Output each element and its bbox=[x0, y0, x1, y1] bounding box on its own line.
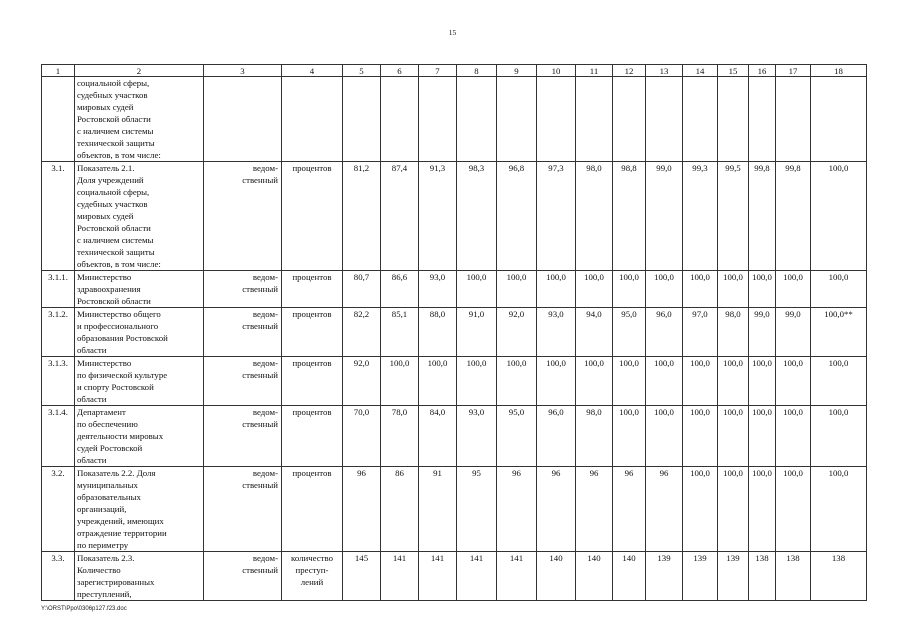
column-number: 6 bbox=[381, 65, 419, 77]
year-value: 100,0 bbox=[718, 406, 749, 467]
year-value: 141 bbox=[381, 552, 419, 601]
year-value: 100,0 bbox=[749, 467, 776, 552]
year-value: 139 bbox=[718, 552, 749, 601]
year-value: 82,2 bbox=[343, 308, 381, 357]
unit-of-measure: процентов bbox=[282, 406, 343, 467]
year-value: 96,8 bbox=[497, 162, 537, 271]
table-row bbox=[42, 357, 867, 406]
table-row bbox=[42, 271, 867, 308]
year-value: 100,0 bbox=[718, 271, 749, 308]
indicator-name: Показатель 2.2. Доля муниципальных образовательных организаций, учреждений, имеющих отраждение территории по периметру bbox=[75, 467, 204, 552]
indicators-table bbox=[41, 64, 867, 601]
year-value: 100,0 bbox=[613, 406, 646, 467]
year-value: 100,0 bbox=[776, 467, 811, 552]
column-number: 9 bbox=[497, 65, 537, 77]
year-value: 91,0 bbox=[457, 308, 497, 357]
year-value: 96 bbox=[576, 467, 613, 552]
year-value: 100,0 bbox=[613, 271, 646, 308]
unit-of-measure bbox=[282, 77, 343, 162]
year-value: 99,5 bbox=[718, 162, 749, 271]
column-number: 5 bbox=[343, 65, 381, 77]
year-value: 97,3 bbox=[537, 162, 576, 271]
table-row bbox=[42, 406, 867, 467]
year-value bbox=[419, 77, 457, 162]
year-value bbox=[646, 77, 683, 162]
year-value bbox=[749, 77, 776, 162]
row-number: 3.2. bbox=[42, 467, 75, 552]
year-value: 87,4 bbox=[381, 162, 419, 271]
column-number: 3 bbox=[204, 65, 282, 77]
year-value: 100,0 bbox=[811, 162, 867, 271]
year-value: 140 bbox=[576, 552, 613, 601]
year-value: 98,0 bbox=[718, 308, 749, 357]
unit-of-measure: процентов bbox=[282, 467, 343, 552]
data-source: ведом- ственный bbox=[204, 308, 282, 357]
row-number: 3.1.1. bbox=[42, 271, 75, 308]
year-value: 138 bbox=[749, 552, 776, 601]
data-source: ведом- ственный bbox=[204, 552, 282, 601]
year-value: 70,0 bbox=[343, 406, 381, 467]
year-value: 96,0 bbox=[646, 308, 683, 357]
column-number: 17 bbox=[776, 65, 811, 77]
year-value: 85,1 bbox=[381, 308, 419, 357]
year-value: 141 bbox=[497, 552, 537, 601]
year-value: 100,0 bbox=[457, 357, 497, 406]
indicator-name: Министерство здравоохранения Ростовской области bbox=[75, 271, 204, 308]
column-number: 10 bbox=[537, 65, 576, 77]
year-value: 91 bbox=[419, 467, 457, 552]
data-source: ведом- ственный bbox=[204, 406, 282, 467]
year-value: 100,0 bbox=[537, 271, 576, 308]
year-value: 100,0** bbox=[811, 308, 867, 357]
year-value: 96 bbox=[537, 467, 576, 552]
year-value: 140 bbox=[613, 552, 646, 601]
year-value bbox=[683, 77, 718, 162]
year-value: 78,0 bbox=[381, 406, 419, 467]
indicator-name: Показатель 2.3. Количество зарегистрированных преступлений, bbox=[75, 552, 204, 601]
year-value: 141 bbox=[457, 552, 497, 601]
column-number: 15 bbox=[718, 65, 749, 77]
year-value: 100,0 bbox=[537, 357, 576, 406]
indicator-name: Показатель 2.1. Доля учреждений социальной сферы, судебных участков мировых судей Ростовской области с наличием системы технической защиты объектов, в том числе: bbox=[75, 162, 204, 271]
column-number: 11 bbox=[576, 65, 613, 77]
row-number: 3.1.4. bbox=[42, 406, 75, 467]
data-source bbox=[204, 77, 282, 162]
page-number: 15 bbox=[448, 28, 457, 37]
header-row bbox=[42, 65, 867, 77]
table-row bbox=[42, 308, 867, 357]
year-value bbox=[343, 77, 381, 162]
column-number: 13 bbox=[646, 65, 683, 77]
year-value: 80,7 bbox=[343, 271, 381, 308]
year-value: 100,0 bbox=[646, 357, 683, 406]
year-value: 93,0 bbox=[457, 406, 497, 467]
year-value: 99,0 bbox=[646, 162, 683, 271]
year-value: 100,0 bbox=[776, 357, 811, 406]
year-value bbox=[776, 77, 811, 162]
unit-of-measure: количество преступ- лений bbox=[282, 552, 343, 601]
year-value: 98,3 bbox=[457, 162, 497, 271]
year-value: 100,0 bbox=[646, 406, 683, 467]
table-row bbox=[42, 77, 867, 162]
data-source: ведом- ственный bbox=[204, 271, 282, 308]
year-value bbox=[457, 77, 497, 162]
year-value: 100,0 bbox=[811, 406, 867, 467]
year-value: 99,0 bbox=[776, 308, 811, 357]
year-value: 99,3 bbox=[683, 162, 718, 271]
row-number: 3.1.2. bbox=[42, 308, 75, 357]
column-number: 18 bbox=[811, 65, 867, 77]
year-value bbox=[718, 77, 749, 162]
year-value: 100,0 bbox=[497, 271, 537, 308]
unit-of-measure: процентов bbox=[282, 162, 343, 271]
year-value: 100,0 bbox=[718, 467, 749, 552]
year-value: 100,0 bbox=[576, 357, 613, 406]
unit-of-measure: процентов bbox=[282, 357, 343, 406]
file-path: Y:\ORST\Ppo\0306p127.f23.doc bbox=[41, 606, 127, 612]
year-value: 98,0 bbox=[576, 162, 613, 271]
row-number: 3.1.3. bbox=[42, 357, 75, 406]
year-value: 99,0 bbox=[749, 308, 776, 357]
year-value bbox=[381, 77, 419, 162]
year-value: 92,0 bbox=[497, 308, 537, 357]
year-value: 98,0 bbox=[576, 406, 613, 467]
table-row bbox=[42, 162, 867, 271]
indicator-name: социальной сферы, судебных участков мировых судей Ростовской области с наличием системы технической защиты объектов, в том числе: bbox=[75, 77, 204, 162]
year-value: 100,0 bbox=[811, 271, 867, 308]
row-number: 3.1. bbox=[42, 162, 75, 271]
year-value: 138 bbox=[776, 552, 811, 601]
year-value: 86 bbox=[381, 467, 419, 552]
column-number: 4 bbox=[282, 65, 343, 77]
data-source: ведом- ственный bbox=[204, 467, 282, 552]
year-value: 100,0 bbox=[576, 271, 613, 308]
year-value: 97,0 bbox=[683, 308, 718, 357]
year-value: 100,0 bbox=[646, 271, 683, 308]
year-value: 100,0 bbox=[419, 357, 457, 406]
table-row bbox=[42, 467, 867, 552]
year-value: 88,0 bbox=[419, 308, 457, 357]
year-value: 100,0 bbox=[683, 357, 718, 406]
year-value: 96 bbox=[613, 467, 646, 552]
year-value: 95,0 bbox=[497, 406, 537, 467]
year-value: 100,0 bbox=[749, 357, 776, 406]
year-value: 140 bbox=[537, 552, 576, 601]
year-value: 145 bbox=[343, 552, 381, 601]
year-value: 139 bbox=[646, 552, 683, 601]
unit-of-measure: процентов bbox=[282, 271, 343, 308]
indicator-name: Департамент по обеспечению деятельности мировых судей Ростовской области bbox=[75, 406, 204, 467]
year-value: 100,0 bbox=[749, 406, 776, 467]
column-number: 2 bbox=[75, 65, 204, 77]
year-value: 99,8 bbox=[776, 162, 811, 271]
column-number: 1 bbox=[42, 65, 75, 77]
year-value: 100,0 bbox=[776, 271, 811, 308]
year-value: 100,0 bbox=[683, 406, 718, 467]
year-value bbox=[497, 77, 537, 162]
year-value: 100,0 bbox=[749, 271, 776, 308]
indicator-name: Министерство общего и профессионального образования Ростовской области bbox=[75, 308, 204, 357]
year-value: 92,0 bbox=[343, 357, 381, 406]
year-value: 95,0 bbox=[613, 308, 646, 357]
year-value: 100,0 bbox=[683, 467, 718, 552]
year-value: 141 bbox=[419, 552, 457, 601]
year-value: 100,0 bbox=[613, 357, 646, 406]
year-value: 94,0 bbox=[576, 308, 613, 357]
year-value: 100,0 bbox=[776, 406, 811, 467]
year-value: 139 bbox=[683, 552, 718, 601]
year-value: 84,0 bbox=[419, 406, 457, 467]
table-row bbox=[42, 552, 867, 601]
data-source: ведом- ственный bbox=[204, 357, 282, 406]
year-value: 99,8 bbox=[749, 162, 776, 271]
year-value: 100,0 bbox=[718, 357, 749, 406]
year-value bbox=[537, 77, 576, 162]
row-number bbox=[42, 77, 75, 162]
column-number: 14 bbox=[683, 65, 718, 77]
year-value: 100,0 bbox=[811, 357, 867, 406]
column-number: 16 bbox=[749, 65, 776, 77]
year-value: 96 bbox=[497, 467, 537, 552]
year-value bbox=[811, 77, 867, 162]
year-value: 100,0 bbox=[457, 271, 497, 308]
year-value: 95 bbox=[457, 467, 497, 552]
year-value: 138 bbox=[811, 552, 867, 601]
year-value: 100,0 bbox=[811, 467, 867, 552]
unit-of-measure: процентов bbox=[282, 308, 343, 357]
indicator-name: Министерство по физической культуре и спорту Ростовской области bbox=[75, 357, 204, 406]
row-number: 3.3. bbox=[42, 552, 75, 601]
year-value: 93,0 bbox=[537, 308, 576, 357]
year-value: 98,8 bbox=[613, 162, 646, 271]
year-value: 91,3 bbox=[419, 162, 457, 271]
column-number: 7 bbox=[419, 65, 457, 77]
year-value: 81,2 bbox=[343, 162, 381, 271]
year-value bbox=[613, 77, 646, 162]
year-value: 96 bbox=[343, 467, 381, 552]
column-number: 12 bbox=[613, 65, 646, 77]
year-value: 96,0 bbox=[537, 406, 576, 467]
year-value bbox=[576, 77, 613, 162]
year-value: 100,0 bbox=[381, 357, 419, 406]
data-source: ведом- ственный bbox=[204, 162, 282, 271]
year-value: 100,0 bbox=[497, 357, 537, 406]
column-number: 8 bbox=[457, 65, 497, 77]
year-value: 100,0 bbox=[683, 271, 718, 308]
year-value: 96 bbox=[646, 467, 683, 552]
year-value: 93,0 bbox=[419, 271, 457, 308]
year-value: 86,6 bbox=[381, 271, 419, 308]
